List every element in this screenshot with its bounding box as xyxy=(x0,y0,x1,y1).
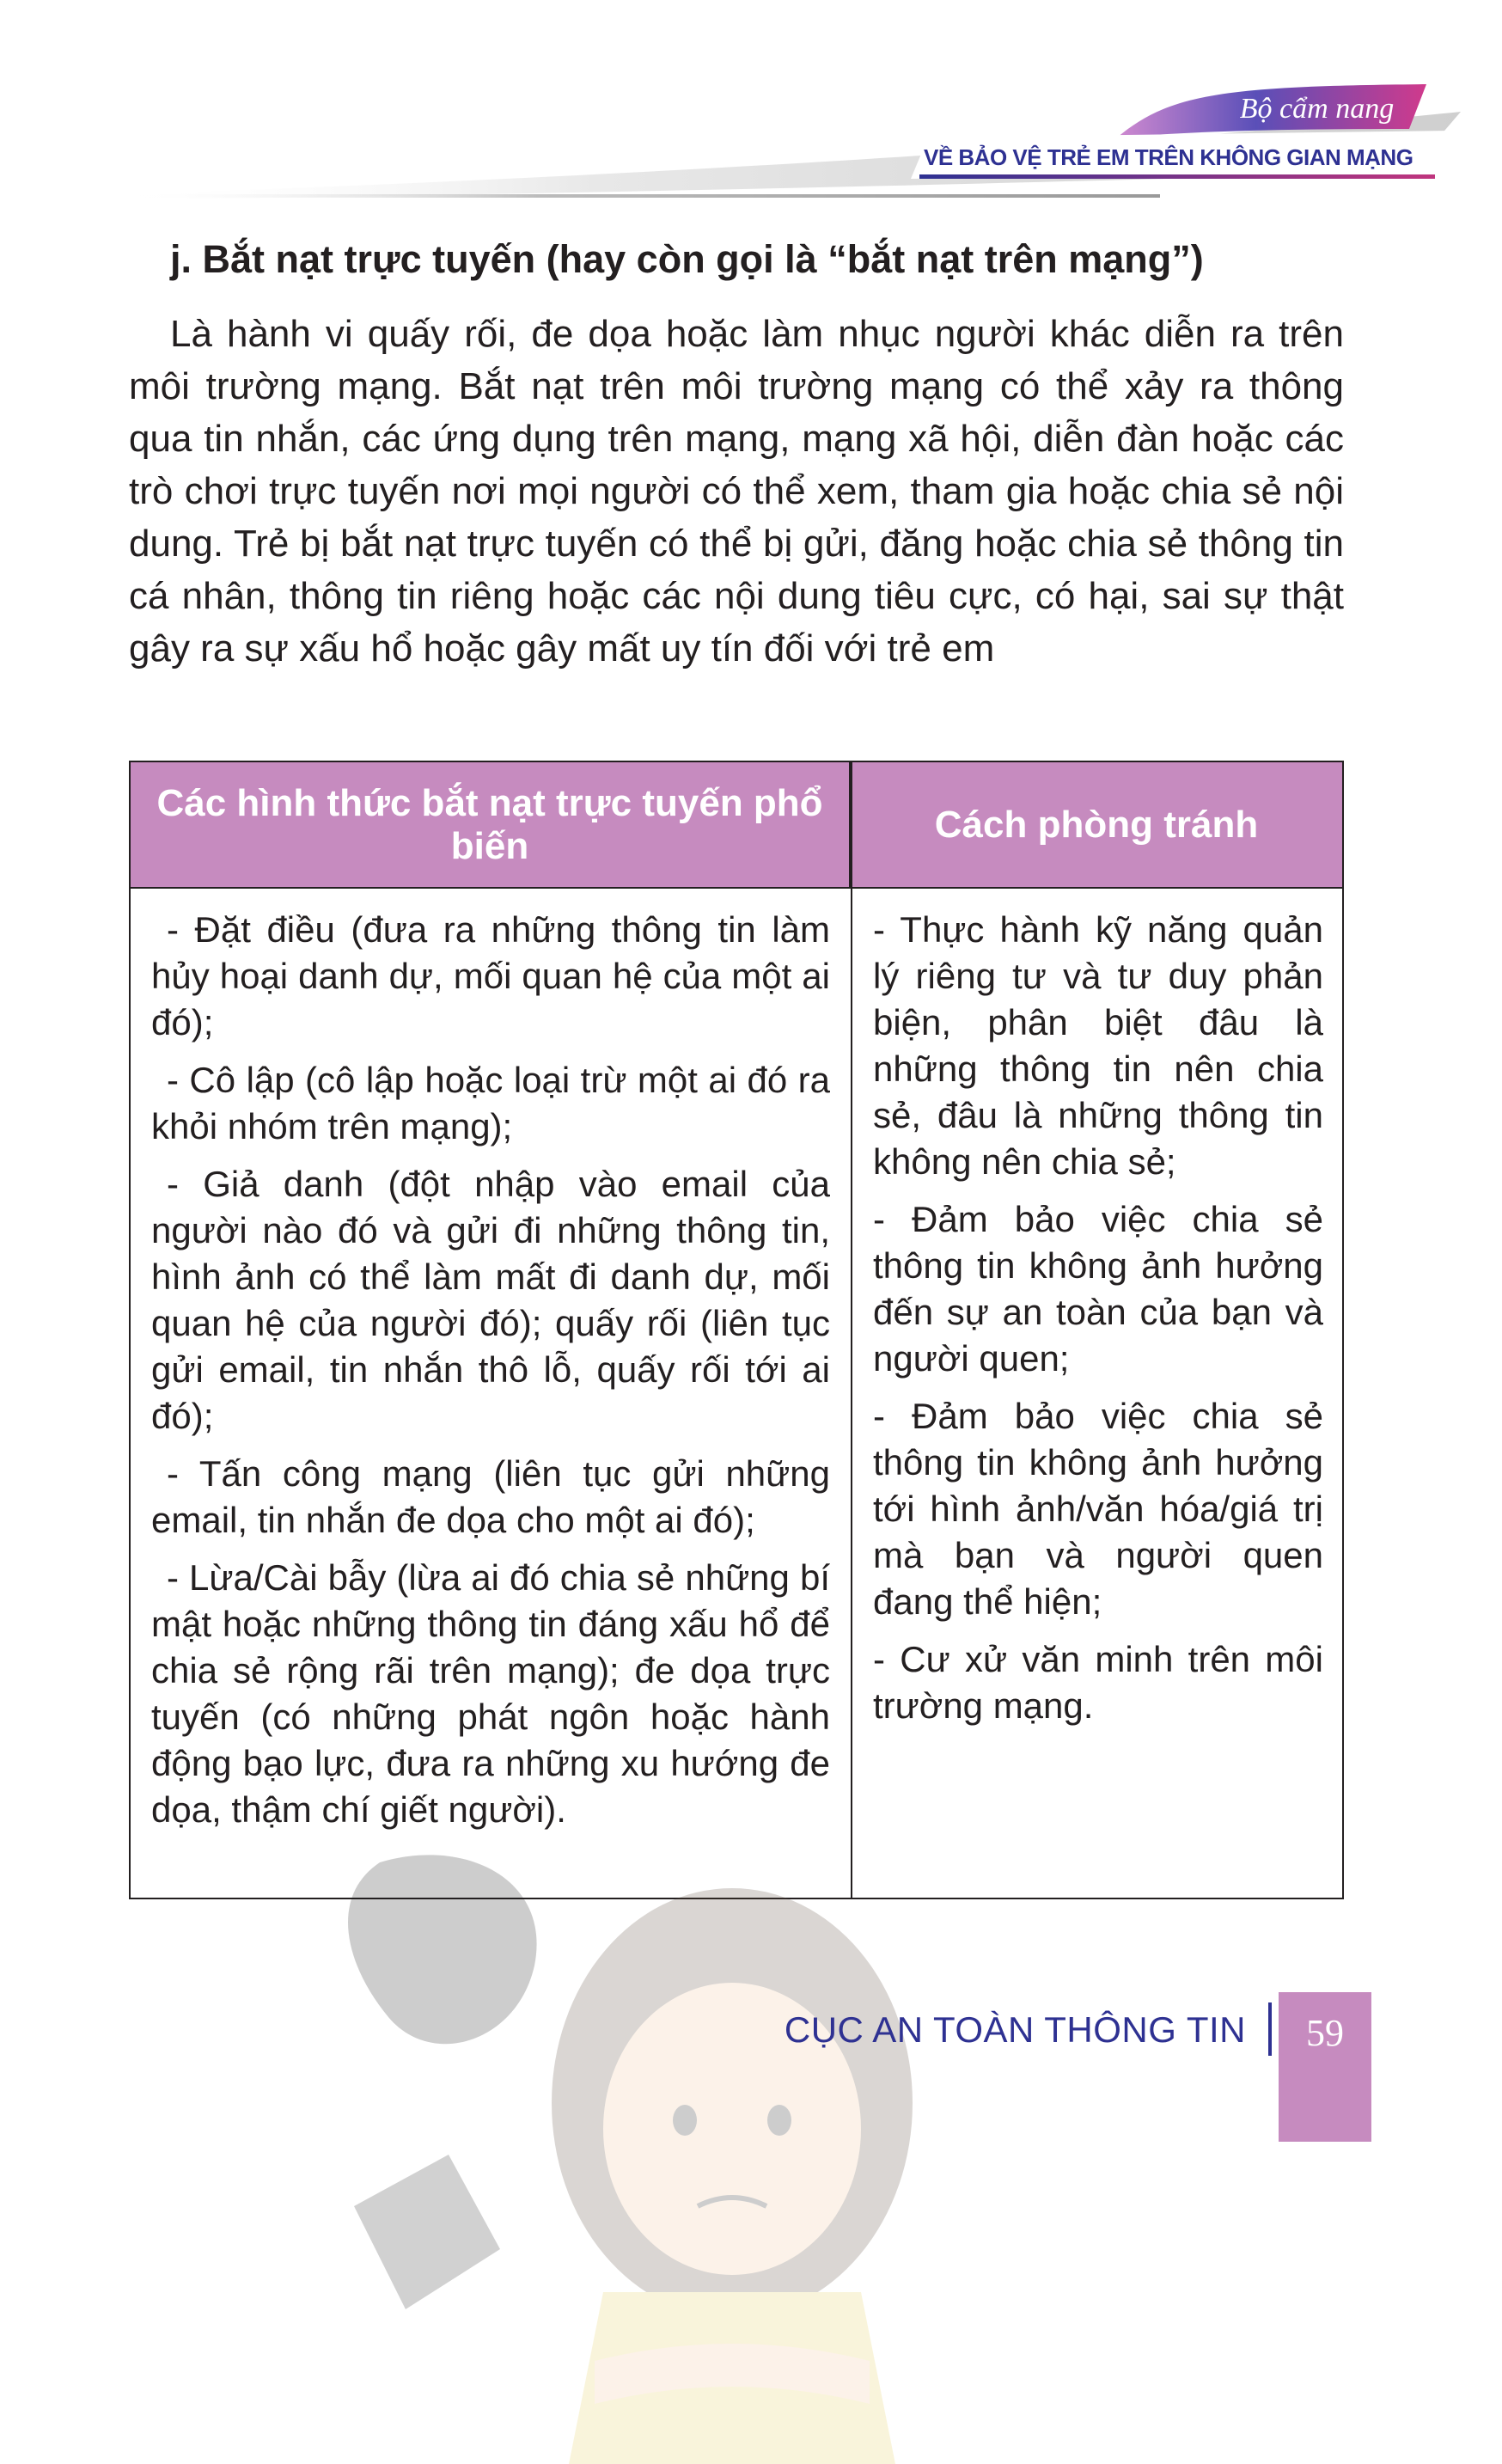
footer-separator xyxy=(1268,2002,1272,2056)
header-prevention: Cách phòng tránh xyxy=(851,762,1342,887)
prevention-column xyxy=(873,907,1323,1740)
handbook-title: Bộ cẩm nang xyxy=(1239,93,1395,125)
list-item: - Đảm bảo việc chia sẻ thông tin không ảnh hưởng tới hình ảnh/văn hóa/giá trị mà bạn và người quen đang thể hiện; xyxy=(873,1396,1323,1622)
list-item: - Đặt điều (đưa ra những thông tin làm hủy hoại danh dự, mối quan hệ của một ai đó); xyxy=(151,909,830,1042)
column-divider xyxy=(851,762,852,1898)
header-cyberbullying-forms: Các hình thức bắt nạt trực tuyến phổ biến xyxy=(131,762,851,887)
publisher-name: CỤC AN TOÀN THÔNG TIN xyxy=(784,2009,1246,2050)
handbook-subtitle: VỀ BẢO VỆ TRẺ EM TRÊN KHÔNG GIAN MẠNG xyxy=(924,144,1413,170)
section-heading: j. Bắt nạt trực tuyến (hay còn gọi là “bắt nạt trên mạng”) xyxy=(170,237,1204,281)
header-banner xyxy=(0,0,1502,215)
list-item: - Thực hành kỹ năng quản lý riêng tư và tư duy phản biện, phân biệt đâu là những thông tin nên chia sẻ, đâu là những thông tin không nên chia sẻ; xyxy=(873,909,1323,1182)
page-number: 59 xyxy=(1306,2012,1344,2054)
list-item: - Đảm bảo việc chia sẻ thông tin không ảnh hưởng đến sự an toàn của bạn và người quen; xyxy=(873,1199,1323,1379)
section-paragraph: Là hành vi quấy rối, đe dọa hoặc làm nhục người khác diễn ra trên môi trường mạng. Bắt nạt trên môi trường mạng có thể xảy ra thông qua tin nhắn, các ứng dụng trên mạng, mạng xã hội, diễn đàn hoặc các trò chơi trực tuyến nơi mọi người có thể xem, tham gia hoặc chia sẻ nội dung. Trẻ bị bắt nạt trực tuyến có thể bị gửi, đăng hoặc chia sẻ thông tin cá nhân, thông tin riêng hoặc các nội dung tiêu cực, có hại, sai sự thật gây ra sự xấu hổ hoặc gây mất uy tín đối với trẻ em xyxy=(129,313,1344,669)
cyberbullying-table xyxy=(129,761,1344,1899)
list-item: - Tấn công mạng (liên tục gửi những email, tin nhắn đe dọa cho một ai đó); xyxy=(151,1453,830,1540)
page-number-tab xyxy=(1279,1992,1371,2142)
list-item: - Cư xử văn minh trên môi trường mạng. xyxy=(873,1639,1323,1726)
list-item: - Cô lập (cô lập hoặc loại trừ một ai đó ra khỏi nhóm trên mạng); xyxy=(151,1060,830,1146)
header-rule xyxy=(131,887,1342,889)
sad-girl-illustration xyxy=(328,1845,981,2464)
list-item: - Lừa/Cài bẫy (lừa ai đó chia sẻ những bí mật hoặc những thông tin đáng xấu hổ để chia sẻ rộng rãi trên mạng); đe dọa trực tuyến (có những phát ngôn hoặc hành động bạo lực, đưa ra những xu hướng đe dọa, thậm chí giết người). xyxy=(151,1557,830,1830)
list-item: - Giả danh (đột nhập vào email của người nào đó và gửi đi những thông tin, hình ảnh có thể làm mất đi danh dự, mối quan hệ của người đó); quấy rối (liên tục gửi email, tin nhắn thô lỗ, quấy rối tới ai đó); xyxy=(151,1164,830,1436)
forms-column xyxy=(151,907,830,1844)
